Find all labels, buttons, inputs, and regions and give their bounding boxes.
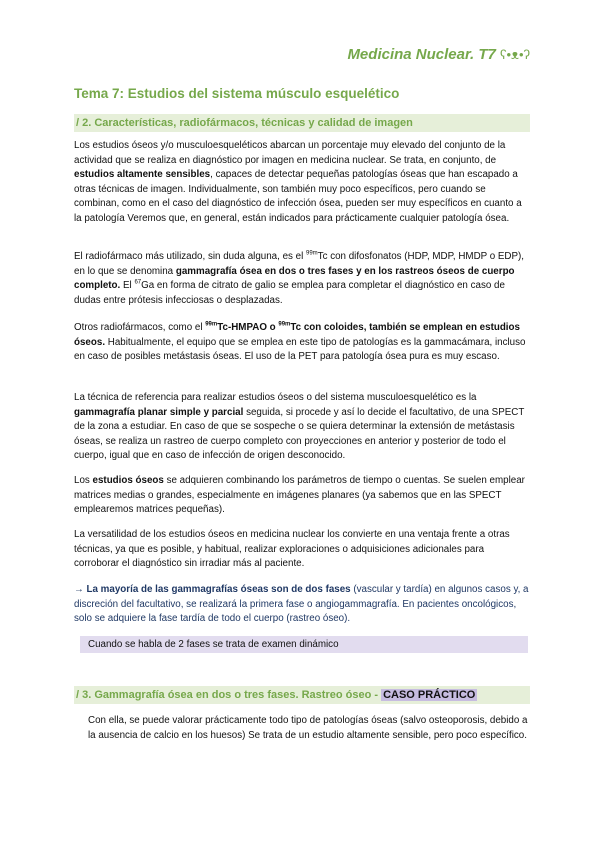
arrow-right-icon: → (74, 584, 87, 595)
note-text: Cuando se habla de 2 fases se trata de examen dinámico (88, 639, 339, 650)
paragraph-3-text-b: Habitualmente, el equipo que se emplea en este tipo de patologías es la gammacámara, incluso en caso de posibles metástasis óseas. El uso de la PET para patología ósea pura es muy escaso. (74, 336, 526, 363)
paragraph-2-text-b: Tc con difosfonatos (HDP, MDP, HMDP o EDP), en lo que se denomina (74, 251, 525, 277)
section-3-heading-text: / 3. Gammagrafía ósea en dos o tres fases. Rastreo óseo - (76, 689, 382, 701)
note-box (80, 636, 528, 653)
paragraph-3 (74, 321, 530, 365)
paragraph-2-text-a: El radiofármaco más utilizado, sin duda alguna, es el (74, 251, 306, 262)
paragraph-4-text-b: seguida, si procede y así lo decide el facultativo, de una SPECT de la zona a estudiar. En caso de que se sospeche o se quiera determinar la extensión de metástasis óseas, se realiza un rastreo de cuerpo completo con proyecciones en anterior y posterior de todo el cuerpo, igual que en caso de infección de origen desconocido. (74, 406, 525, 462)
case-study-tag: CASO PRÁCTICO (383, 689, 476, 701)
paragraph-5-text-b: se adquieren combinando los parámetros de tiempo o cuentas. Se suelen emplear matrices medias o grandes, especialmente en imágenes planares (ya sabemos que en las SPECT emplearemos matrices pequeñas). (74, 475, 525, 516)
paragraph-4-text-a: La técnica de referencia para realizar estudios óseos o del sistema musculoesquelético es la (74, 392, 477, 403)
section-2-heading-text: / 2. Características, radiofármacos, técnicas y calidad de imagen (76, 117, 413, 129)
paragraph-3-bold-b: Tc con coloides, también se emplean en estudios óseos. (74, 322, 520, 348)
paragraph-7-highlight (74, 583, 530, 627)
paragraph-2-text-c: El (120, 280, 135, 292)
paragraph-1 (74, 139, 530, 227)
paragraph-2 (74, 250, 530, 308)
paragraph-1-text-b: , capaces de detectar pequeñas patologías óseas que han escapado a otras técnicas de imagen. Individualmente, son también muy poco específicos, pero cuando se combinan, como en el caso del diagnóstico de infección ósea, pueden ser muy específicos en cuanto a la patología Veremos que, en general, están indicados para prácticamente cualquier patología ósea. (74, 169, 522, 224)
isotope-superscript: 99m (278, 321, 291, 328)
paragraph-5-text-a: Los (74, 475, 93, 486)
header-title (347, 46, 530, 63)
paragraph-2-bold: gammagrafía ósea en dos o tres fases y en los rastreos óseos de cuerpo completo. (74, 265, 515, 292)
paragraph-6 (74, 528, 530, 572)
paragraph-1-bold: estudios altamente sensibles (74, 169, 211, 181)
topic-title: Tema 7: Estudios del sistema músculo esquelético (74, 86, 400, 101)
paragraph-5 (74, 474, 530, 518)
paragraph-7-bold: La mayoría de las gammagrafías óseas son de dos fases (86, 584, 351, 595)
bear-face-decoration: ʕ•ᴥ•ʔ (500, 47, 530, 62)
paragraph-6-text: La versatilidad de los estudios óseos en medicina nuclear los convierte en una ventaja frente a otras técnicas, ya que es posible, y habitual, realizar exploraciones o adquisiciones adicionales para corroborar el diagnóstico sin irradiar más al paciente. (74, 529, 510, 570)
isotope-superscript: 99m (306, 250, 318, 257)
header-title-text: Medicina Nuclear. T7 (347, 46, 496, 63)
isotope-superscript: 99m (205, 321, 218, 328)
paragraph-2-text-d: Ga en forma de citrato de galio se emplea para completar el diagnóstico en caso de dudas entre prótesis infecciosas o desplazadas. (74, 280, 505, 306)
paragraph-7-text: (vascular y tardía) en algunos casos y, a discreción del facultativo, se realizará la primera fase o angiogammagrafía. En pacientes oncológicos, solo se adquiere la fase tardía de todo el cuerpo (rastreo óseo). (74, 584, 529, 625)
paragraph-4-bold: gammagrafía planar simple y parcial (74, 406, 244, 418)
paragraph-3-text-a: Otros radiofármacos, como el (74, 322, 206, 333)
section-2-heading (74, 114, 530, 132)
paragraph-8 (88, 714, 532, 743)
section-3-heading (74, 686, 530, 704)
paragraph-1-text-a: Los estudios óseos y/o musculoesqueléticos abarcan un porcentaje muy elevado del conjunto de la actividad que se realiza en diagnóstico por imagen en medicina nuclear. Se trata, en conjunto, de (74, 140, 506, 166)
paragraph-3-bold-a: Tc-HMPAO o (217, 322, 279, 333)
isotope-superscript: 67 (134, 279, 142, 286)
paragraph-5-bold: estudios óseos (92, 475, 164, 486)
paragraph-8-text: Con ella, se puede valorar prácticamente todo tipo de patologías óseas (salvo osteoporosis, debido a la ausencia de calcio en los huesos) Se trata de un estudio altamente sensible, pero poco específico. (88, 715, 528, 741)
paragraph-4 (74, 391, 530, 464)
